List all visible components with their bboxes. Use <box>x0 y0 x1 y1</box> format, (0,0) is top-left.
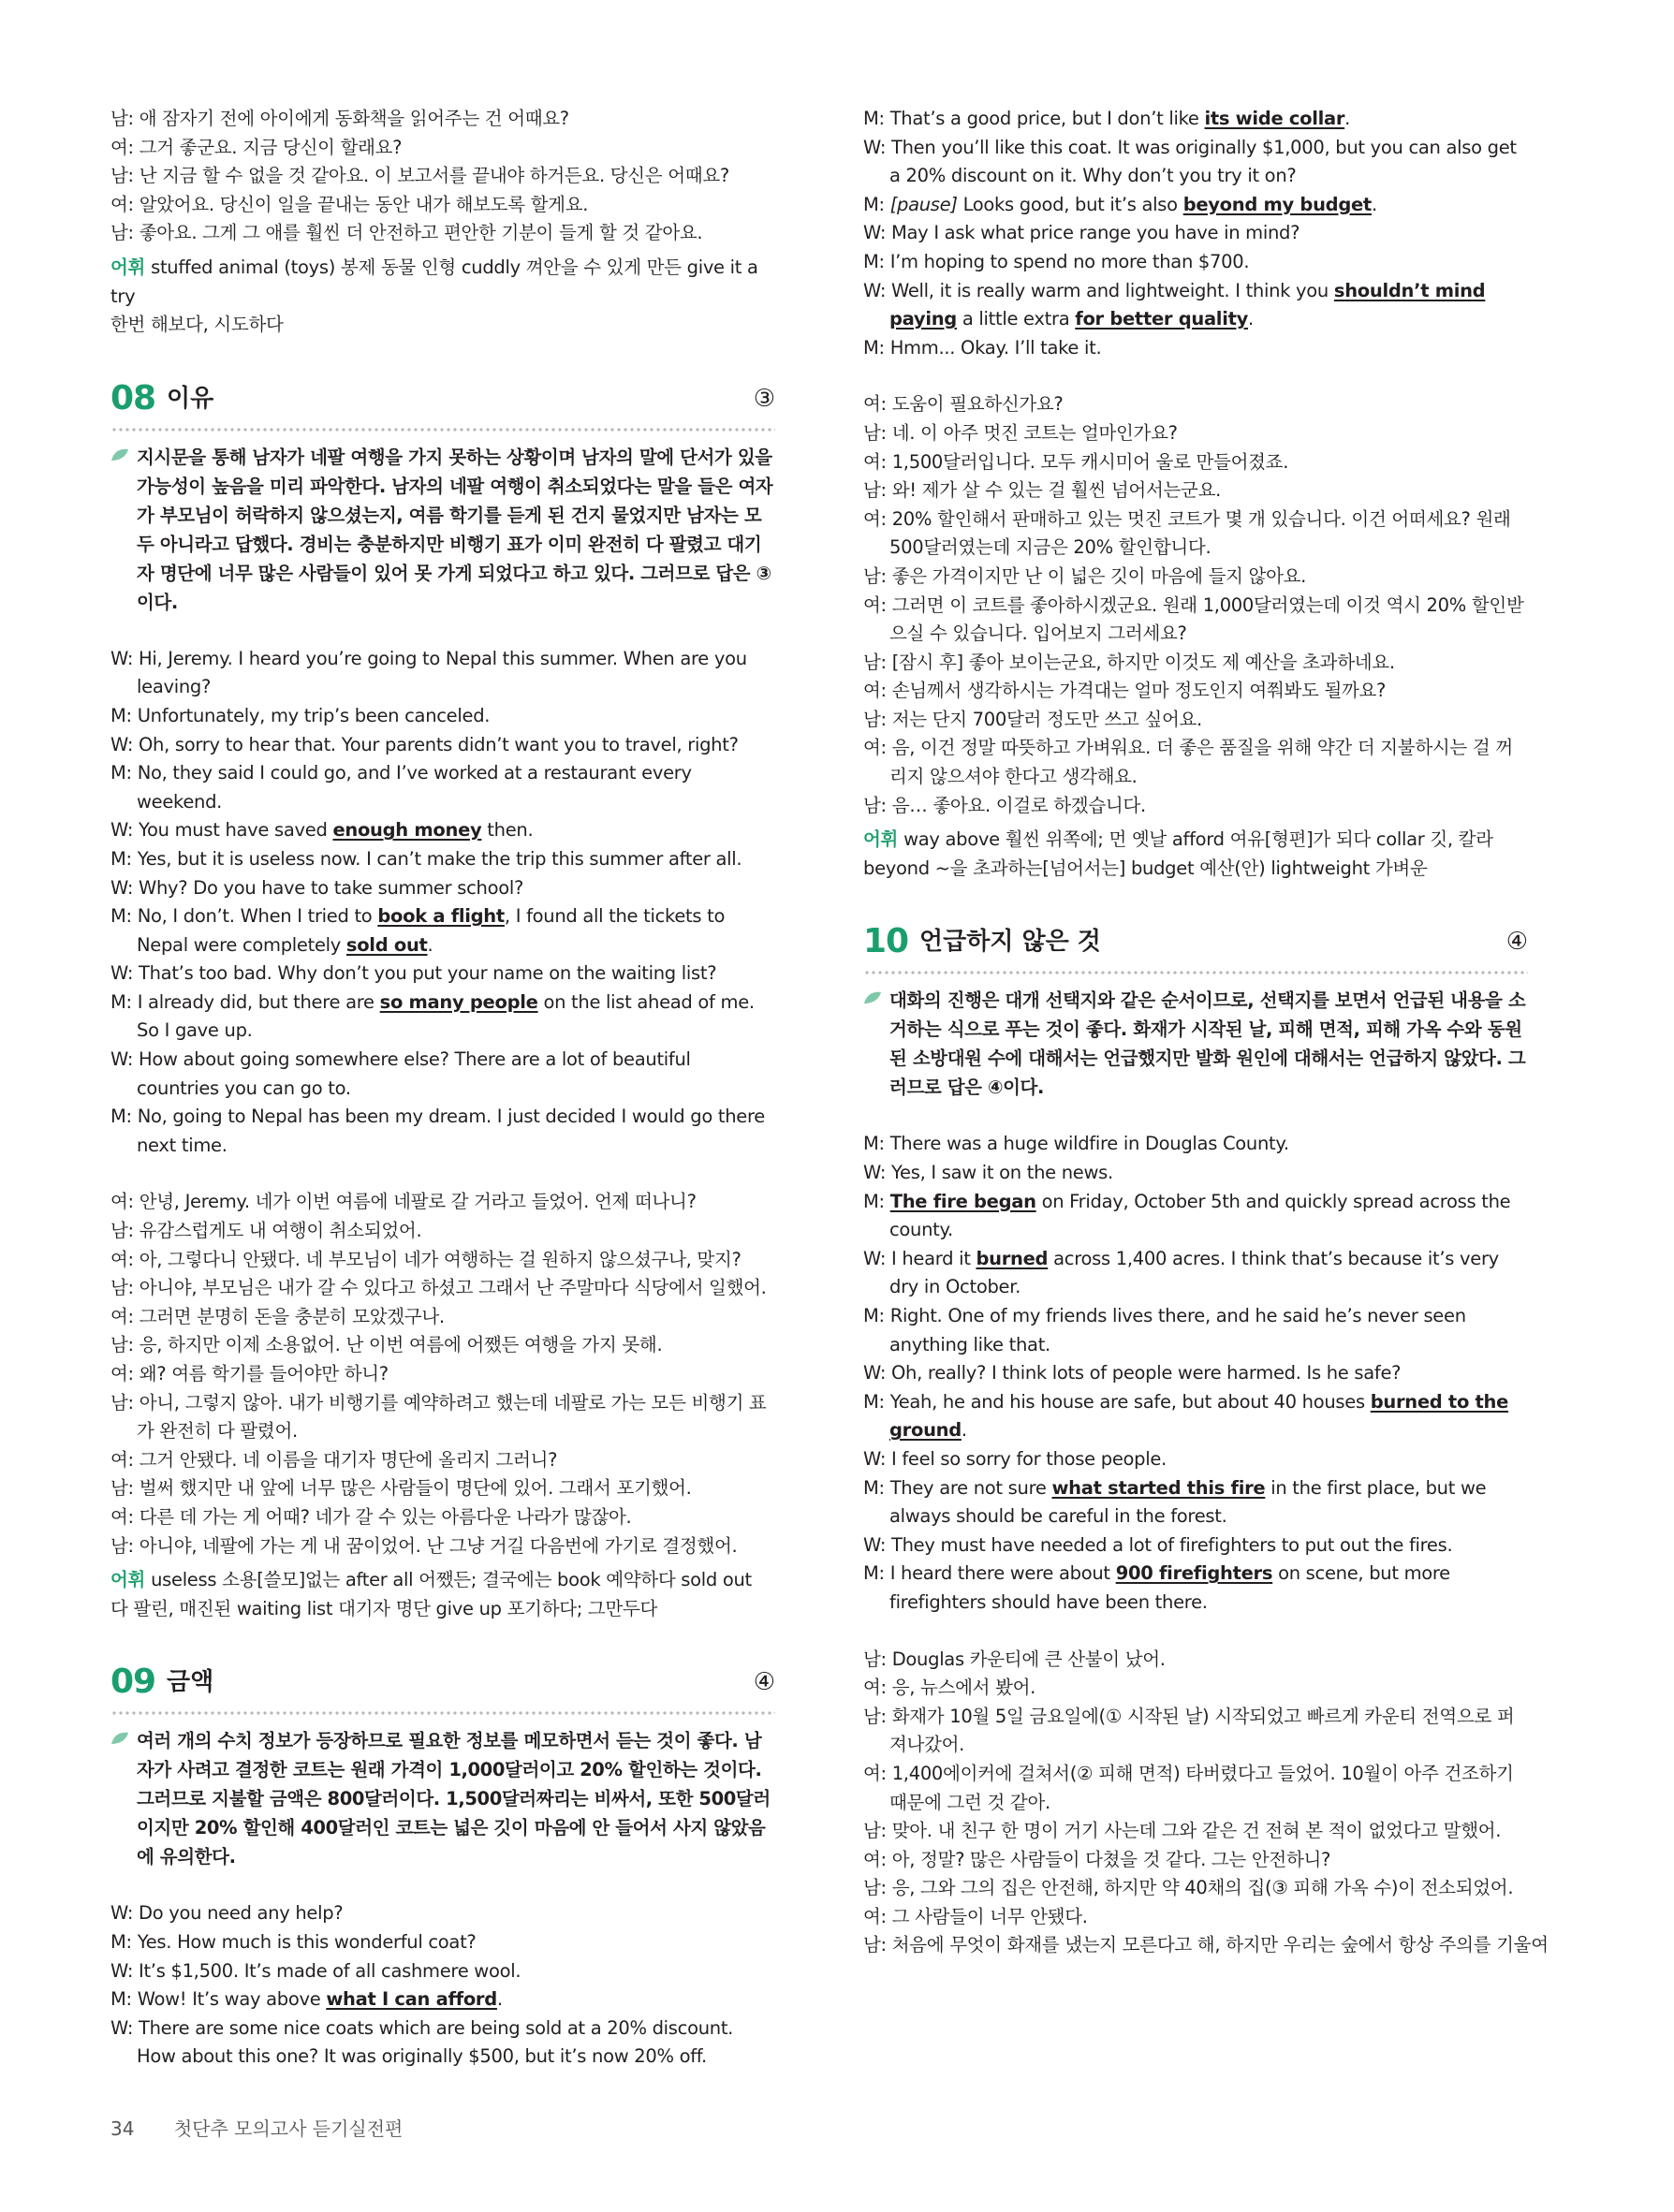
korean-line: 남: 난 지금 할 수 없을 것 같아요. 이 보고서를 끝내야 하거든요. 당신은 어때요? <box>110 165 729 187</box>
korean-line: 남: 맞아. 내 친구 한 명이 거기 사는데 그와 같은 건 전혀 본 적이 없었다고 말했어. <box>863 1820 1502 1842</box>
leaf-icon <box>863 990 882 1005</box>
right-column <box>863 105 1549 1960</box>
explanation <box>110 1726 775 1871</box>
korean-line: 여: 그 사람들이 너무 안됐다. <box>863 1905 1088 1927</box>
dialog-line: W: I feel so sorry for those people. <box>863 1447 1167 1470</box>
wavy-divider <box>863 969 1528 976</box>
section-number: 08 <box>110 378 156 417</box>
korean-line: 남: 응, 하지만 이제 소용없어. 난 이번 여름에 어쨌든 여행을 가지 못해. <box>110 1334 663 1356</box>
korean-line: 남: Douglas 카운티에 큰 산불이 났어. <box>863 1648 1166 1670</box>
vocab-line: 한번 해보다, 시도하다 <box>110 314 284 336</box>
dialog-line: W: It’s $1,500. It’s made of all cashmere wool. <box>110 1959 521 1982</box>
dialog-line: M: No, I don’t. When I tried to book a flight, I found all the tickets to Nepal were completely sold out. <box>110 905 726 956</box>
dialog-line: W: Hi, Jeremy. I heard you’re going to Nepal this summer. When are you leaving? <box>110 647 747 698</box>
korean-line: 여: 1,400에이커에 걸쳐서(② 피해 면적) 타버렸다고 들었어. 10월이 아주 건조하기 때문에 그런 것 같아. <box>863 1762 1514 1813</box>
korean-line: 남: 처음에 무엇이 화재를 냈는지 모른다고 해, 하지만 우리는 숲에서 항상 주의를 기울여 <box>863 1934 1549 1956</box>
dialog-line: W: You must have saved enough money then. <box>110 819 534 842</box>
korean-line: 여: 안녕, Jeremy. 네가 이번 여름에 네팔로 갈 거라고 들었어. 언제 떠나니? <box>110 1191 697 1213</box>
section-08-header <box>110 377 775 420</box>
key-phrase: burned to the ground <box>889 1390 1509 1442</box>
dialog-09 <box>110 1899 775 2072</box>
korean-line: 여: 그거 안됐다. 네 이름을 대기자 명단에 올리지 그러니? <box>110 1448 558 1471</box>
vocab-tag: 어휘 <box>110 256 146 278</box>
korean-line: 여: 왜? 여름 학기를 들어야만 하니? <box>110 1363 389 1384</box>
explanation-text: 대화의 진행은 대개 선택지와 같은 순서이므로, 선택지를 보면서 언급된 내용을 소거하는 식으로 푸는 것이 좋다. 화재가 시작된 날, 피해 면적, 피해 가옥 수와 동원된 소방대원 수에 대해서는 언급했지만 발화 원인에 대해서는 언급하지 않았다. 그러므로 답은 ④이다. <box>889 989 1526 1099</box>
dialog-line: M: Right. One of my friends lives there, and he said he’s never seen anything like that. <box>863 1305 1466 1355</box>
dialog-line: M: Hmm... Okay. I’ll take it. <box>863 336 1102 359</box>
key-phrase: what started this fire <box>1051 1476 1266 1499</box>
key-phrase: burned <box>976 1247 1049 1269</box>
key-phrase: The fire began <box>889 1190 1036 1212</box>
wavy-divider <box>110 1709 775 1717</box>
korean-line: 여: 그러면 이 코트를 좋아하시겠군요. 원래 1,000달러였는데 이것 역시 20% 할인받으실 수 있습니다. 입어보지 그러세요? <box>863 593 1524 645</box>
korean-line: 남: 와! 제가 살 수 있는 걸 훨씬 넘어서는군요. <box>863 479 1222 502</box>
key-phrase: shouldn’t mind paying <box>889 279 1486 330</box>
vocab-line: stuffed animal (toys) 봉제 동물 인형 cuddly 껴안을 수 있게 만든 give it a try <box>110 256 758 307</box>
vocab-tag: 어휘 <box>110 1569 146 1591</box>
korean-line: 여: 도움이 필요하신가요? <box>863 393 1064 416</box>
korean-line: 여: 손님께서 생각하시는 가격대는 얼마 정도인지 여쭤봐도 될까요? <box>863 680 1387 702</box>
dialog-line: W: Do you need any help? <box>110 1902 344 1925</box>
korean-line: 남: 응, 그와 그의 집은 안전해, 하지만 약 40채의 집(③ 피해 가옥 수)이 전소되었어. <box>863 1877 1514 1899</box>
dialog-line: W: How about going somewhere else? There are a lot of beautiful countries you can go to. <box>110 1048 691 1099</box>
key-phrase: enough money <box>332 819 482 842</box>
dialog-line: M: No, going to Nepal has been my dream. I just decided I would go there next time. <box>110 1106 765 1156</box>
dialog-line: W: Why? Do you have to take summer school? <box>110 876 524 899</box>
korean-line: 남: 좋은 가격이지만 난 이 넓은 깃이 마음에 들지 않아요. <box>863 564 1307 587</box>
section-09-header <box>110 1661 775 1704</box>
korean-line: 남: 네. 이 아주 멋진 코트는 얼마인가요? <box>863 421 1178 444</box>
vocab-block <box>110 254 775 340</box>
wavy-divider <box>110 426 775 433</box>
key-phrase: book a flight <box>377 905 505 928</box>
dialog-line: W: Well, it is really warm and lightweight. I think you shouldn’t mind paying a little extra for better quality. <box>863 279 1486 330</box>
korean-10 <box>863 1646 1549 1961</box>
korean-line: 남: 음… 좋아요. 이걸로 하겠습니다. <box>863 794 1146 816</box>
leaf-icon <box>110 1731 129 1746</box>
spacer <box>863 1102 1528 1130</box>
korean-line: 여: 다른 데 가는 게 어때? 네가 갈 수 있는 아름다운 나라가 많잖아. <box>110 1505 632 1528</box>
korean-line: 여: 음, 이건 정말 따뜻하고 가벼워요. 더 좋은 품질을 위해 약간 더 지불하시는 걸 꺼리지 않으셔야 한다고 생각해요. <box>863 737 1513 788</box>
spacer <box>110 1160 775 1188</box>
vocab-tag: 어휘 <box>863 828 899 851</box>
dialog-10 <box>863 1130 1528 1617</box>
section-title: 금액 <box>167 1668 214 1697</box>
spacer <box>863 1618 1528 1646</box>
stage-direction: [pause] <box>889 193 958 215</box>
korean-line: 남: 아니, 그렇지 않아. 내가 비행기를 예약하려고 했는데 네팔로 가는 모든 비행기 표가 완전히 다 팔렸어. <box>110 1391 767 1443</box>
dialog-line: M: Yes. How much is this wonderful coat? <box>110 1930 477 1953</box>
dialog-line: M: No, they said I could go, and I’ve worked at a restaurant every weekend. <box>110 762 692 813</box>
korean-line: 여: 응, 뉴스에서 봤어. <box>863 1677 1036 1699</box>
vocab-line: 다 팔린, 매진된 waiting list 대기자 명단 give up 포기하다; 그만두다 <box>110 1597 658 1619</box>
dialog-line: M: They are not sure what started this fire in the first place, but we always should be careful in the forest. <box>863 1476 1487 1528</box>
dialog-line: M: There was a huge wildfire in Douglas County. <box>863 1133 1289 1155</box>
dialog-09-continued <box>863 105 1528 362</box>
page-footer <box>110 2114 403 2141</box>
section-title: 언급하지 않은 것 <box>919 928 1101 957</box>
dialog-line: M: [pause] Looks good, but it’s also beyond my budget. <box>863 193 1377 215</box>
dialog-line: W: Oh, really? I think lots of people were harmed. Is he safe? <box>863 1362 1402 1384</box>
dialog-line: M: Yeah, he and his house are safe, but about 40 houses burned to the ground. <box>863 1390 1509 1442</box>
dialog-line: M: Wow! It’s way above what I can afford. <box>110 1988 503 2011</box>
key-phrase: beyond my budget <box>1182 193 1372 215</box>
dialog-line: W: That’s too bad. Why don’t you put your name on the waiting list? <box>110 962 717 985</box>
korean-line: 남: 애 잠자기 전에 아이에게 동화책을 읽어주는 건 어때요? <box>110 108 569 129</box>
dialog-line: M: I heard there were about 900 firefighters on scene, but more firefighters should have been there. <box>863 1562 1450 1613</box>
dialog-line: W: Oh, sorry to hear that. Your parents didn’t want you to travel, right? <box>110 733 739 755</box>
vocab-block <box>863 826 1528 883</box>
explanation-text: 여러 개의 수치 정보가 등장하므로 필요한 정보를 메모하면서 듣는 것이 좋다. 남자가 사려고 결정한 코트는 원래 가격이 1,000달러이고 20% 할인하는 것이다. 그러므로 지불할 금액은 800달러이다. 1,500달러짜리는 비싸서, 또한 500달러이지만 20% 할인해 400달러인 코트는 넓은 깃이 마음에 안 들어서 사지 않았음에 유의한다. <box>137 1730 771 1868</box>
leaf-icon <box>110 447 129 462</box>
korean-line: 남: 유감스럽게도 내 여행이 취소되었어. <box>110 1220 422 1242</box>
dialog-line: W: They must have needed a lot of firefighters to put out the fires. <box>863 1533 1453 1556</box>
spacer <box>110 1871 775 1899</box>
korean-line: 남: 화재가 10월 5일 금요일에(① 시작된 날) 시작되었고 빠르게 카운티 전역으로 퍼져나갔어. <box>863 1705 1515 1756</box>
vocab-line: useless 소용[쓸모]없는 after all 어쨌든; 결국에는 book 예약하다 sold out <box>151 1569 752 1591</box>
dialog-line: M: The fire began on Friday, October 5th and quickly spread across the county. <box>863 1190 1511 1241</box>
explanation-text: 지시문을 통해 남자가 네팔 여행을 가지 못하는 상황이며 남자의 말에 단서가 있을 가능성이 높음을 미리 파악한다. 남자의 네팔 여행이 취소되었다는 말을 들은 여자가 부모님이 허락하지 않으셨는지, 여름 학기를 듣게 된 건지 물었지만 남자는 모두 아니라고 답했다. 경비는 충분하지만 비행기 표가 이미 완전히 다 팔렸고 대기자 명단에 너무 많은 사람들이 있어 못 가게 되었다고 하고 있다. 그러므로 답은 ③이다. <box>137 446 773 613</box>
section-number: 09 <box>110 1663 156 1702</box>
korean-line: 남: 아니야, 네팔에 가는 게 내 꿈이었어. 난 그냥 거길 다음번에 가기로 결정했어. <box>110 1534 738 1557</box>
dialog-line: M: Yes, but it is useless now. I can’t make the trip this summer after all. <box>110 847 742 870</box>
top-korean-lines <box>110 105 775 248</box>
page-number: 34 <box>110 2117 135 2140</box>
section-10-header <box>863 920 1528 963</box>
korean-08 <box>110 1188 775 1560</box>
explanation <box>863 986 1528 1102</box>
explanation <box>110 443 775 617</box>
dialog-line: W: Yes, I saw it on the news. <box>863 1162 1113 1184</box>
dialog-08 <box>110 645 775 1161</box>
spacer <box>110 617 775 645</box>
section-answer: ③ <box>753 384 775 413</box>
korean-line: 여: 알았어요. 당신이 일을 끝내는 동안 내가 해보도록 할게요. <box>110 193 589 215</box>
korean-line: 여: 그러면 분명히 돈을 충분히 모았겠구나. <box>110 1305 445 1327</box>
dialog-line: M: I already did, but there are so many people on the list ahead of me. So I gave up. <box>110 990 755 1042</box>
korean-line: 남: 아니야, 부모님은 내가 갈 수 있다고 하셨고 그래서 난 주말마다 식당에서 일했어. <box>110 1277 767 1299</box>
dialog-line: M: Unfortunately, my trip’s been canceled. <box>110 704 491 726</box>
book-title: 첫단추 모의고사 듣기실전편 <box>173 2117 404 2140</box>
korean-09 <box>863 390 1528 820</box>
vocab-line: beyond ~을 초과하는[넘어서는] budget 예산(안) lightweight 가벼운 <box>863 857 1428 879</box>
korean-line: 남: 좋아요. 그게 그 애를 훨씬 더 안전하고 편안한 기분이 들게 할 것 같아요. <box>110 222 703 244</box>
section-title: 이유 <box>167 384 214 413</box>
korean-line: 남: 저는 단지 700달러 정도만 쓰고 싶어요. <box>863 708 1202 730</box>
section-answer: ④ <box>753 1668 775 1697</box>
key-phrase: its wide collar <box>1204 108 1345 129</box>
korean-line: 여: 1,500달러입니다. 모두 캐시미어 울로 만들어졌죠. <box>863 450 1289 473</box>
vocab-line: way above 훨씬 위쪽에; 먼 옛날 afford 여유[형편]가 되다 collar 깃, 칼라 <box>903 828 1493 851</box>
vocab-block <box>110 1566 775 1623</box>
korean-line: 남: [잠시 후] 좋아 보이는군요, 하지만 이것도 제 예산을 초과하네요. <box>863 651 1395 673</box>
dialog-line: W: There are some nice coats which are being sold at a 20% discount. How about this one? It was originally $500, but it’s now 20% off. <box>110 2016 734 2068</box>
left-column <box>110 105 775 2072</box>
key-phrase: what I can afford <box>326 1988 497 2011</box>
korean-line: 남: 벌써 했지만 내 앞에 너무 많은 사람들이 명단에 있어. 그래서 포기했어. <box>110 1477 692 1500</box>
dialog-line: W: Then you’ll like this coat. It was originally $1,000, but you can also get a 20% discount on it. Why don’t you try it on? <box>863 136 1517 187</box>
dialog-line: W: May I ask what price range you have in mind? <box>863 222 1300 244</box>
dialog-line: W: I heard it burned across 1,400 acres. I think that’s because it’s very dry in October. <box>863 1247 1499 1298</box>
dialog-line: M: I’m hoping to spend no more than $700. <box>863 250 1250 272</box>
korean-line: 여: 아, 그렇다니 안됐다. 네 부모님이 네가 여행하는 걸 원하지 않으셨구나, 맞지? <box>110 1248 742 1270</box>
key-phrase: so many people <box>379 990 538 1013</box>
korean-line: 여: 아, 정말? 많은 사람들이 다쳤을 것 같다. 그는 안전하니? <box>863 1848 1331 1870</box>
key-phrase: 900 firefighters <box>1115 1562 1273 1585</box>
section-answer: ④ <box>1505 928 1528 957</box>
spacer <box>863 362 1528 390</box>
key-phrase: for better quality <box>1075 308 1249 330</box>
dialog-line: M: That’s a good price, but I don’t like its wide collar. <box>863 108 1351 129</box>
korean-line: 여: 그거 좋군요. 지금 당신이 할래요? <box>110 136 403 158</box>
section-number: 10 <box>863 922 909 961</box>
korean-line: 여: 20% 할인해서 판매하고 있는 멋진 코트가 몇 개 있습니다. 이건 어떠세요? 원래 500달러였는데 지금은 20% 할인합니다. <box>863 507 1511 559</box>
key-phrase: sold out <box>345 933 428 956</box>
